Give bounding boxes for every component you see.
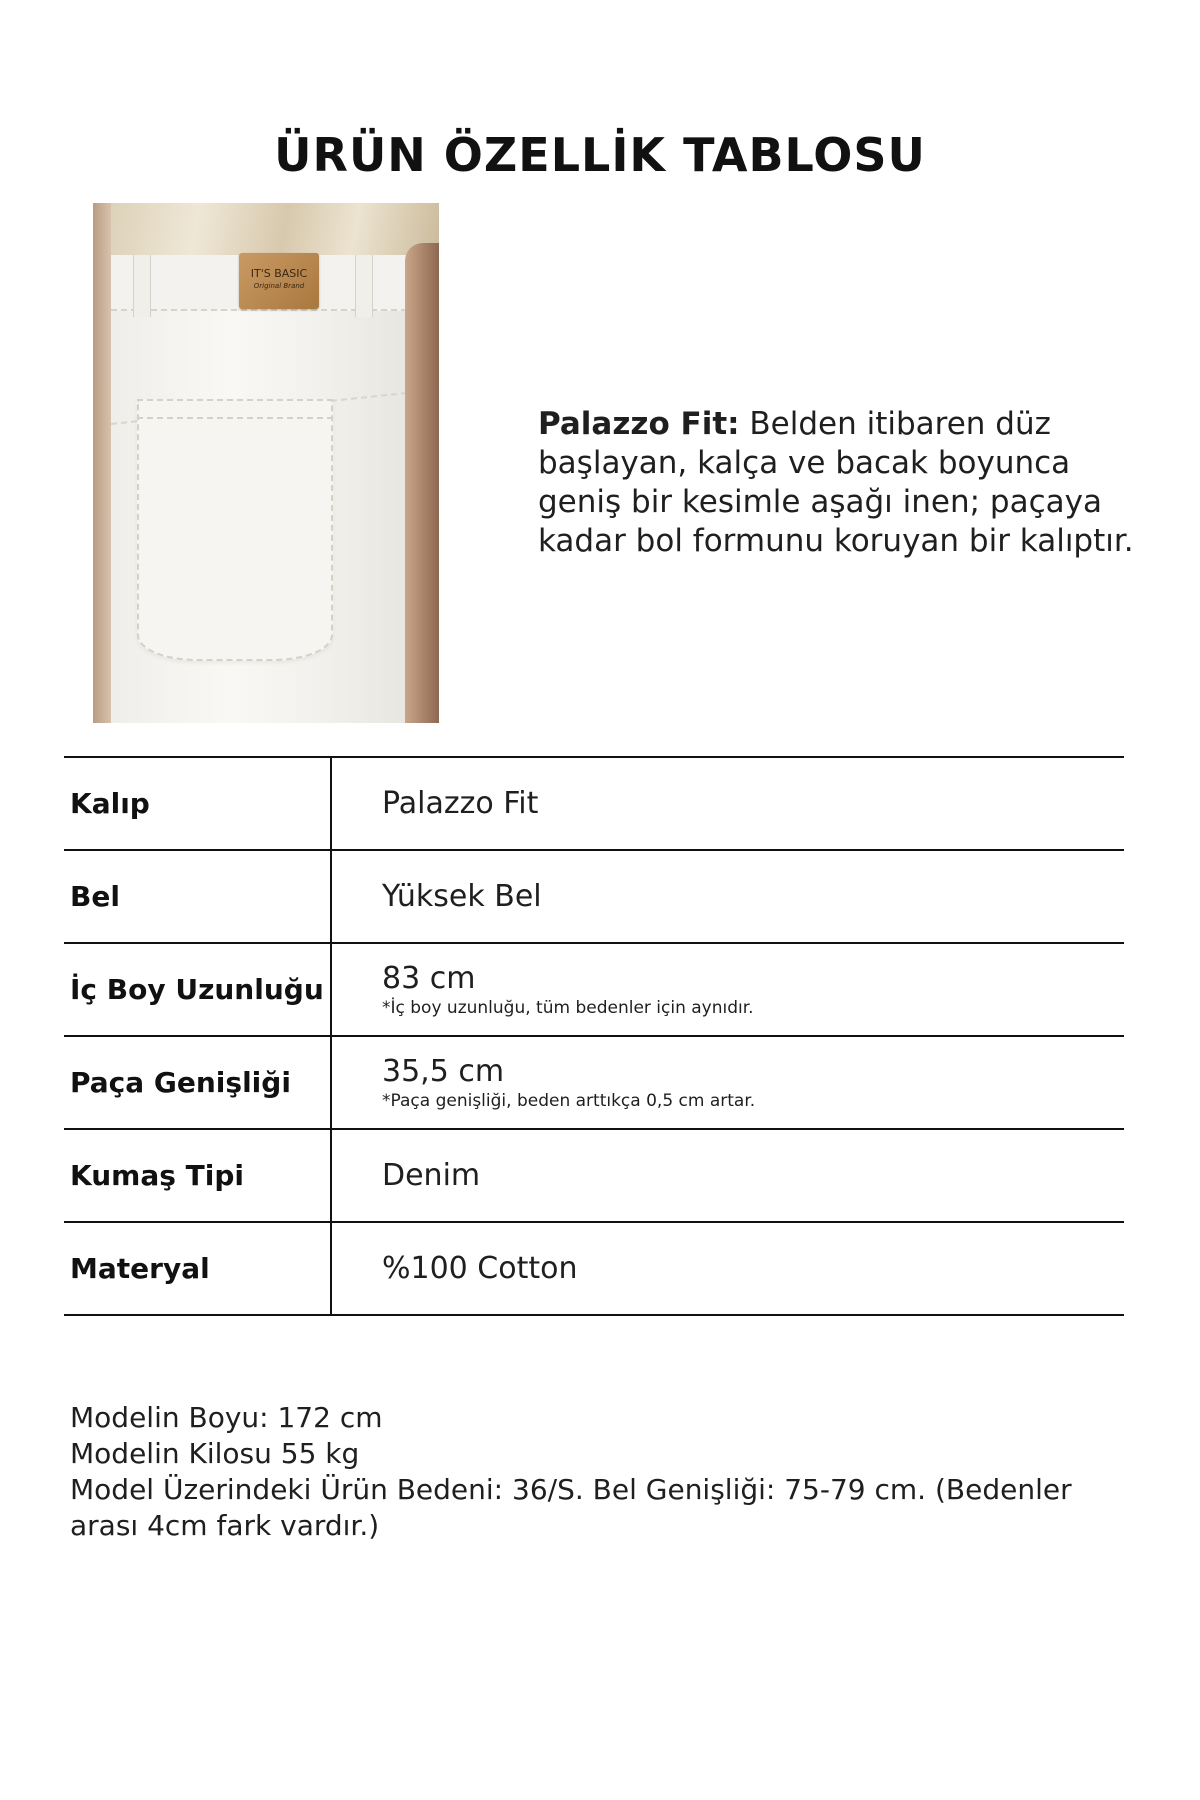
spec-value-cell xyxy=(332,758,1124,849)
photo-belt-loop xyxy=(133,255,151,317)
brand-label-patch xyxy=(239,253,319,309)
photo-pocket-seam xyxy=(137,399,333,419)
brand-label-text: IT'S BASIC xyxy=(250,267,308,280)
spec-label: Kalıp xyxy=(64,758,332,849)
model-weight: Modelin Kilosu 55 kg xyxy=(70,1437,360,1470)
spec-row xyxy=(64,1223,1124,1316)
spec-value: 35,5 cm xyxy=(382,1054,505,1089)
photo-belt-loop xyxy=(355,255,373,317)
page-title: ÜRÜN ÖZELLİK TABLOSU xyxy=(274,128,926,182)
spec-value-cell xyxy=(332,851,1124,942)
spec-value-cell xyxy=(332,1130,1124,1221)
spec-value: Yüksek Bel xyxy=(382,879,542,914)
model-size: Model Üzerindeki Ürün Bedeni: 36/S. Bel Genişliği: 75-79 cm. (Bedenler arası 4cm fark vardır.) xyxy=(70,1473,1072,1542)
spec-note: *Paça genişliği, beden arttıkça 0,5 cm artar. xyxy=(382,1091,756,1111)
model-height: Modelin Boyu: 172 cm xyxy=(70,1401,383,1434)
spec-table xyxy=(64,756,1124,1316)
spec-value: 83 cm xyxy=(382,961,476,996)
spec-label: İç Boy Uzunluğu xyxy=(64,944,332,1035)
spec-label: Kumaş Tipi xyxy=(64,1130,332,1221)
product-photo xyxy=(93,203,439,723)
spec-value: %100 Cotton xyxy=(382,1251,578,1286)
spec-label: Paça Genişliği xyxy=(64,1037,332,1128)
spec-row xyxy=(64,944,1124,1037)
spec-value-cell xyxy=(332,1223,1124,1314)
spec-value-cell xyxy=(332,944,1124,1035)
spec-label: Materyal xyxy=(64,1223,332,1314)
brand-label-subtext: Original Brand xyxy=(253,282,305,290)
spec-row xyxy=(64,758,1124,851)
spec-row xyxy=(64,1130,1124,1223)
fit-description-term: Palazzo Fit: xyxy=(538,406,740,442)
photo-arm-right xyxy=(405,243,439,723)
spec-value-cell xyxy=(332,1037,1124,1128)
spec-note: *İç boy uzunluğu, tüm bedenler için aynıdır. xyxy=(382,998,754,1018)
spec-row xyxy=(64,851,1124,944)
spec-value: Palazzo Fit xyxy=(382,786,539,821)
photo-back-pocket xyxy=(137,399,333,661)
spec-row xyxy=(64,1037,1124,1130)
spec-label: Bel xyxy=(64,851,332,942)
spec-value: Denim xyxy=(382,1158,481,1193)
model-info xyxy=(70,1400,1130,1544)
fit-description xyxy=(538,405,1148,561)
fit-description-text: Belden itibaren düz başlayan, kalça ve bacak boyunca geniş bir kesimle aşağı inen; paçaya kadar bol formunu koruyan bir kalıptır. xyxy=(538,406,1134,559)
photo-arm-left xyxy=(93,203,111,723)
